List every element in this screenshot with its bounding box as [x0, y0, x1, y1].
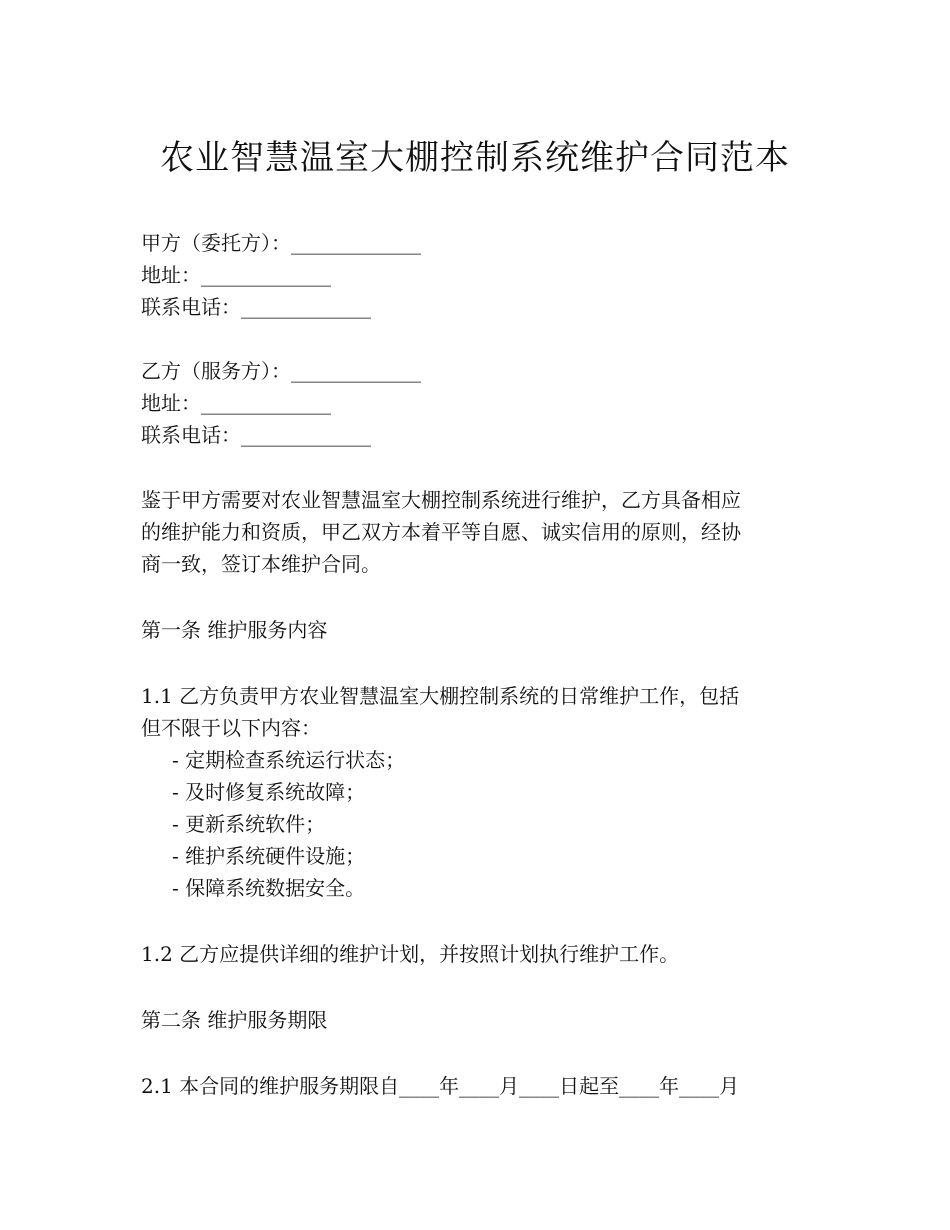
clause-2-1: 2.1 本合同的维护服务期限自____年____月____日起至____年____月 — [141, 1074, 740, 1098]
list-item: - 定期检查系统运行状态； — [172, 748, 406, 772]
party-b-name: 乙方（服务方）：_____________ — [141, 359, 421, 383]
preamble-line: 的维护能力和资质，甲乙双方本着平等自愿、诚实信用的原则，经协 — [141, 520, 741, 544]
party-a-phone: 联系电话：_____________ — [141, 295, 371, 319]
list-item: - 及时修复系统故障； — [172, 780, 366, 804]
list-item: - 维护系统硬件设施； — [172, 844, 366, 868]
clause-1-2: 1.2 乙方应提供详细的维护计划，并按照计划执行维护工作。 — [141, 942, 680, 966]
clause-1-1-line: 但不限于以下内容： — [141, 716, 321, 740]
list-item: - 更新系统软件； — [172, 812, 326, 836]
preamble-line: 鉴于甲方需要对农业智慧温室大棚控制系统进行维护，乙方具备相应 — [141, 488, 741, 512]
preamble-line: 商一致，签订本维护合同。 — [141, 552, 381, 576]
party-a-address: 地址：_____________ — [141, 263, 331, 287]
article-2-heading: 第二条 维护服务期限 — [141, 1008, 328, 1032]
party-b-address: 地址：_____________ — [141, 391, 331, 415]
document-title: 农业智慧温室大棚控制系统维护合同范本 — [160, 138, 790, 178]
clause-1-1-line: 1.1 乙方负责甲方农业智慧温室大棚控制系统的日常维护工作，包括 — [141, 684, 740, 708]
party-b-phone: 联系电话：_____________ — [141, 423, 371, 447]
list-item: - 保障系统数据安全。 — [172, 876, 366, 900]
article-1-heading: 第一条 维护服务内容 — [141, 618, 328, 642]
party-a-name: 甲方（委托方）：_____________ — [141, 231, 421, 255]
